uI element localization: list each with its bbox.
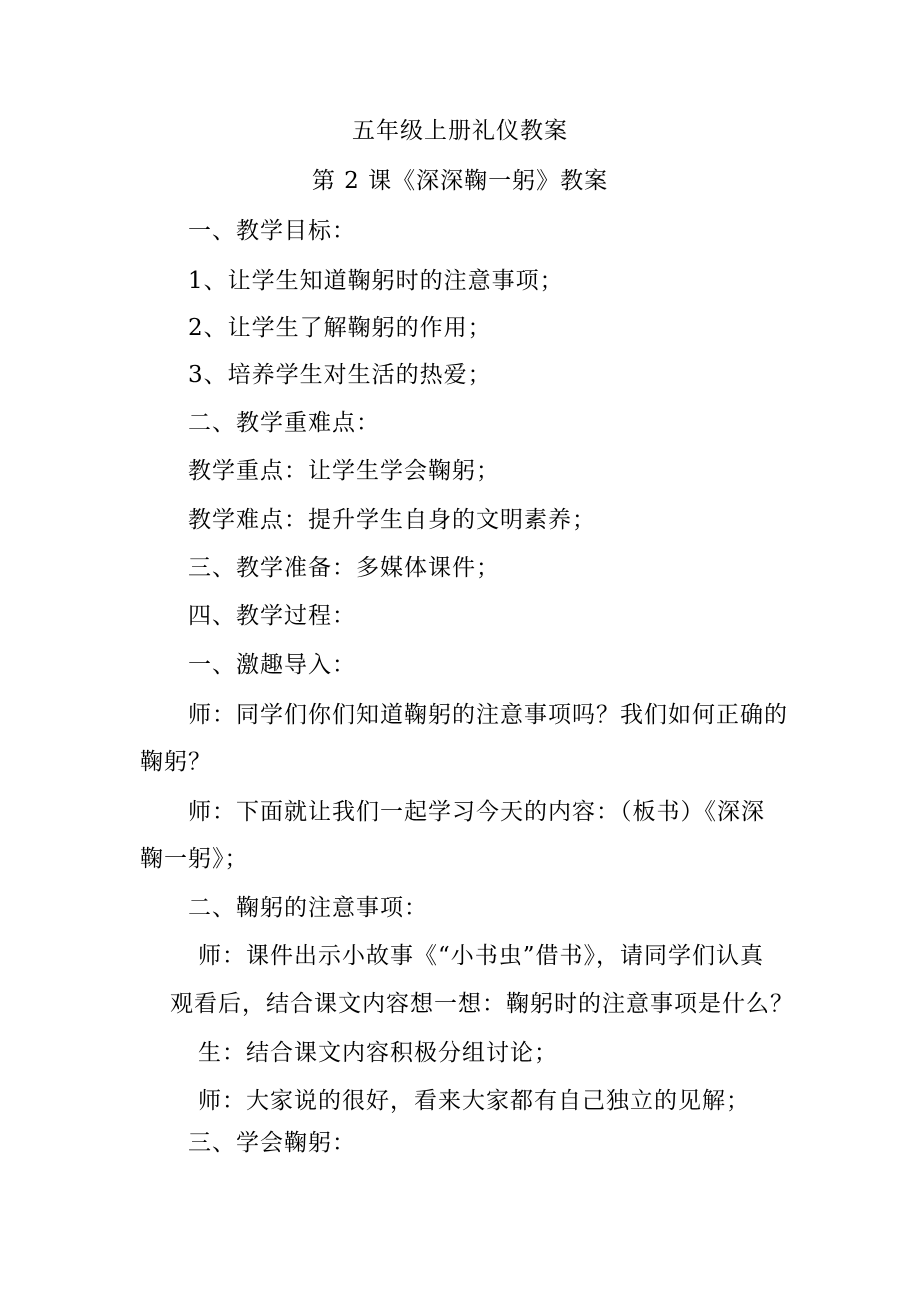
section-key-points-heading: 二、教学重难点：	[188, 410, 380, 436]
objective-2: 2、让学生了解鞠躬的作用；	[188, 315, 492, 341]
difficult-point: 教学难点：提升学生自身的文明素养；	[188, 507, 596, 533]
teacher-intro-line-2: 鞠一躬》；	[140, 846, 249, 872]
student-discussion: 生：结合课文内容积极分组讨论；	[198, 1040, 558, 1066]
step-3-heading: 三、学会鞠躬：	[188, 1130, 356, 1156]
teacher-story-line-1: 师：课件出示小故事《“小书虫”借书》，请同学们认真	[198, 943, 765, 969]
document-title: 五年级上册礼仪教案	[352, 118, 568, 144]
step-2-heading: 二、鞠躬的注意事项：	[188, 895, 428, 921]
teacher-question-line-2: 鞠躬？	[140, 749, 212, 775]
section-preparation: 三、教学准备：多媒体课件；	[188, 555, 500, 581]
teacher-question-line-1: 师：同学们你们知道鞠躬的注意事项吗？我们如何正确的	[188, 702, 788, 728]
section-objectives-heading: 一、教学目标：	[188, 218, 356, 244]
teacher-praise: 师：大家说的很好，看来大家都有自己独立的见解；	[198, 1088, 750, 1114]
objective-1: 1、让学生知道鞠躬时的注意事项；	[188, 268, 564, 294]
teacher-story-line-2: 观看后，结合课文内容想一想：鞠躬时的注意事项是什么？	[170, 991, 794, 1017]
step-1-heading: 一、激趣导入：	[188, 652, 356, 678]
teacher-intro-line-1: 师：下面就让我们一起学习今天的内容：（板书）《深深	[188, 799, 765, 825]
section-process-heading: 四、教学过程：	[188, 603, 356, 629]
objective-3: 3、培养学生对生活的热爱；	[188, 362, 492, 388]
lesson-title: 第 2 课《深深鞠一躬》教案	[311, 168, 609, 194]
key-point: 教学重点：让学生学会鞠躬；	[188, 458, 500, 484]
